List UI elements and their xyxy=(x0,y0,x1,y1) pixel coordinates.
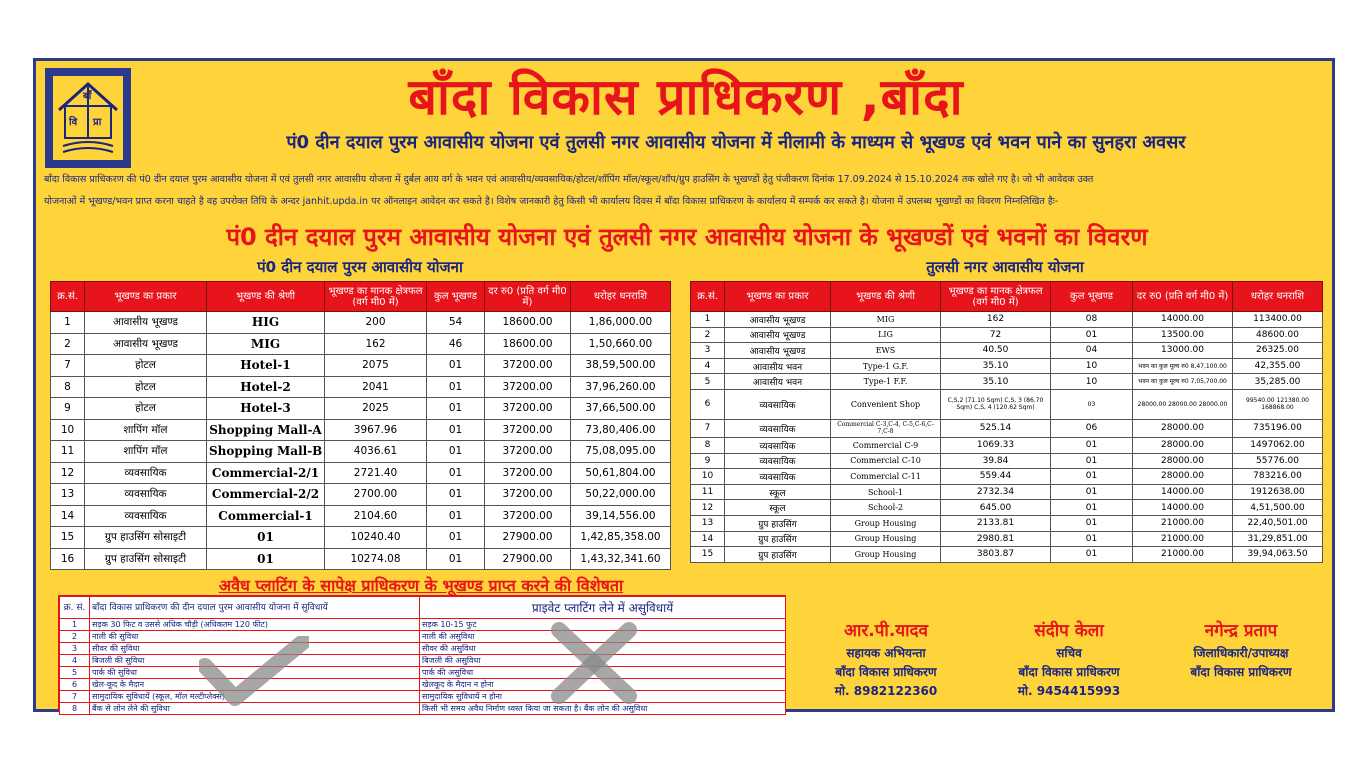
right-cell: 14 xyxy=(691,531,725,547)
signatory-3-designation: जिलाधिकारी/उपाध्यक्ष xyxy=(1193,646,1289,660)
left-cell: 37200.00 xyxy=(485,376,571,398)
comparison-row xyxy=(60,667,786,679)
table-row xyxy=(691,343,1323,359)
right-cell: 01 xyxy=(1051,547,1133,563)
left-cell: 18600.00 xyxy=(485,312,571,334)
right-cell: आवासीय भूखण्ड xyxy=(725,327,831,343)
left-cell: 01 xyxy=(427,355,485,377)
left-cell: Hotel-3 xyxy=(207,398,325,420)
right-cell: 14000.00 xyxy=(1133,500,1233,516)
right-cell: 13500.00 xyxy=(1133,327,1233,343)
left-cell: 9 xyxy=(51,398,85,420)
table-row xyxy=(51,484,671,506)
table-row xyxy=(51,548,671,570)
right-cell: व्यवसायिक xyxy=(725,389,831,419)
left-cell: 01 xyxy=(427,441,485,463)
signatory-1-phone: मो. 8982122360 xyxy=(834,684,938,698)
right-cell: 03 xyxy=(1051,389,1133,419)
right-scheme-table xyxy=(690,281,1323,563)
right-cell: 4 xyxy=(691,358,725,374)
comparison-cell: सामुदायिक सुविधायें न होना xyxy=(420,691,786,703)
comparison-cell: नाली की सुविधा xyxy=(90,631,420,643)
logo-letter-2: वि xyxy=(69,117,78,128)
left-cell: 27900.00 xyxy=(485,527,571,549)
comparison-cell: 7 xyxy=(60,691,90,703)
right-cell: MIG xyxy=(831,312,941,328)
right-cell: 01 xyxy=(1051,531,1133,547)
right-header-6: धरोहर धनराशि xyxy=(1233,282,1323,312)
left-cell: 37,66,500.00 xyxy=(571,398,671,420)
left-cell: 2700.00 xyxy=(325,484,427,506)
right-cell: 01 xyxy=(1051,500,1133,516)
logo-letter-1: बाँ xyxy=(83,91,92,102)
right-header-2: भूखण्ड की श्रेणी xyxy=(831,282,941,312)
comparison-cell: बिजली की सुविधा xyxy=(90,655,420,667)
signatory-3-office: बाँदा विकास प्राधिकरण xyxy=(1190,665,1292,679)
left-header-3: भूखण्ड का मानक क्षेत्रफल (वर्ग मी0 में) xyxy=(325,282,427,312)
right-cell: Type-1 G.F. xyxy=(831,358,941,374)
right-cell: 13 xyxy=(691,515,725,531)
table-row xyxy=(691,515,1323,531)
right-cell: Group Housing xyxy=(831,531,941,547)
right-cell: School-2 xyxy=(831,500,941,516)
table-row xyxy=(691,374,1323,390)
right-header-0: क्र.सं. xyxy=(691,282,725,312)
left-cell: व्यवसायिक xyxy=(85,484,207,506)
right-cell: 113400.00 xyxy=(1233,312,1323,328)
comparison-row xyxy=(60,703,786,715)
right-cell: 525.14 xyxy=(941,419,1051,437)
right-cell: 559.44 xyxy=(941,469,1051,485)
left-cell: 01 xyxy=(427,419,485,441)
left-cell: 01 xyxy=(427,398,485,420)
table-row xyxy=(691,453,1323,469)
table-row xyxy=(51,376,671,398)
left-cell: 8 xyxy=(51,376,85,398)
right-cell: 3803.87 xyxy=(941,547,1051,563)
left-cell: 27900.00 xyxy=(485,548,571,570)
right-cell: 40.50 xyxy=(941,343,1051,359)
left-cell: 73,80,406.00 xyxy=(571,419,671,441)
right-header-5: दर रु0 (प्रति वर्ग मी0 में) xyxy=(1133,282,1233,312)
comparison-col-cons: प्राइवेट प्लाटिंग लेने में असुविधायें xyxy=(420,597,786,619)
left-cell: 1,43,32,341.60 xyxy=(571,548,671,570)
right-cell: 22,40,501.00 xyxy=(1233,515,1323,531)
left-scheme-table xyxy=(50,281,671,570)
left-cell: शापिंग मॉल xyxy=(85,419,207,441)
left-cell: 10240.40 xyxy=(325,527,427,549)
left-cell: 10 xyxy=(51,419,85,441)
comparison-cell: बैंक से लोन लेने की सुविधा xyxy=(90,703,420,715)
left-cell: होटल xyxy=(85,355,207,377)
right-cell: 10 xyxy=(691,469,725,485)
cross-mark-icon xyxy=(549,620,639,706)
right-cell: 783216.00 xyxy=(1233,469,1323,485)
page-subtitle: पं0 दीन दयाल पुरम आवासीय योजना एवं तुलसी नगर आवासीय योजना में नीलामी के माध्यम से भूखण्ड एवं भवन पाने का सुनहरा अवसर xyxy=(286,132,1186,153)
left-cell: 54 xyxy=(427,312,485,334)
comparison-cell: 4 xyxy=(60,655,90,667)
notice-board xyxy=(33,58,1335,712)
right-cell: 04 xyxy=(1051,343,1133,359)
right-cell: व्यवसायिक xyxy=(725,419,831,437)
right-cell: 08 xyxy=(1051,312,1133,328)
comparison-box xyxy=(58,595,786,711)
table-row xyxy=(691,531,1323,547)
right-cell: 5 xyxy=(691,374,725,390)
right-cell: 28000.00 xyxy=(1133,419,1233,437)
right-cell: स्कूल xyxy=(725,484,831,500)
right-cell: 28000.00 xyxy=(1133,453,1233,469)
right-cell: 39,94,063.50 xyxy=(1233,547,1323,563)
left-cell: Commercial-2/2 xyxy=(207,484,325,506)
right-cell: 01 xyxy=(1051,327,1133,343)
right-cell: 26325.00 xyxy=(1233,343,1323,359)
left-cell: 15 xyxy=(51,527,85,549)
right-cell: भवन का कुल मूल्य रु0 7,05,700.00 xyxy=(1133,374,1233,390)
left-cell: 46 xyxy=(427,333,485,355)
left-cell: 01 xyxy=(427,527,485,549)
table-row xyxy=(691,389,1323,419)
table-row xyxy=(51,462,671,484)
signatory-1-office: बाँदा विकास प्राधिकरण xyxy=(835,665,937,679)
table-row xyxy=(691,484,1323,500)
comparison-cell: 3 xyxy=(60,643,90,655)
comparison-cell: खेल-कूद के मैदान xyxy=(90,679,420,691)
left-cell: 2075 xyxy=(325,355,427,377)
table-row xyxy=(691,419,1323,437)
table-row xyxy=(51,398,671,420)
left-cell: 37200.00 xyxy=(485,355,571,377)
right-cell: 14000.00 xyxy=(1133,484,1233,500)
comparison-row xyxy=(60,691,786,703)
right-cell: आवासीय भवन xyxy=(725,358,831,374)
right-cell: आवासीय भूखण्ड xyxy=(725,312,831,328)
signatory-1 xyxy=(801,618,971,701)
right-cell: Convenient Shop xyxy=(831,389,941,419)
comparison-cell: 8 xyxy=(60,703,90,715)
left-cell: 37,96,260.00 xyxy=(571,376,671,398)
right-cell: 8 xyxy=(691,437,725,453)
comparison-heading: अवैध प्लाटिंग के सापेक्ष प्राधिकरण के भूखण्ड प्राप्त करने की विशेषता xyxy=(218,576,624,595)
comparison-cell: 6 xyxy=(60,679,90,691)
left-cell: 14 xyxy=(51,505,85,527)
left-cell: 1,50,660.00 xyxy=(571,333,671,355)
table-row xyxy=(691,469,1323,485)
left-header-0: क्र.सं. xyxy=(51,282,85,312)
right-cell: 735196.00 xyxy=(1233,419,1323,437)
comparison-cell: 2 xyxy=(60,631,90,643)
table-row xyxy=(691,358,1323,374)
left-cell: 01 xyxy=(427,376,485,398)
right-cell: स्कूल xyxy=(725,500,831,516)
right-cell: Commercial C-3,C-4, C-5,C-6,C-7,C-8 xyxy=(831,419,941,437)
left-cell: ग्रुप हाउसिंग सोसाइटी xyxy=(85,527,207,549)
table-row xyxy=(51,312,671,334)
right-cell: 9 xyxy=(691,453,725,469)
right-cell: 48600.00 xyxy=(1233,327,1323,343)
left-header-5: दर रु0 (प्रति वर्ग मी0 में) xyxy=(485,282,571,312)
right-cell: Commercial C-9 xyxy=(831,437,941,453)
right-cell: 11 xyxy=(691,484,725,500)
right-cell: 7 xyxy=(691,419,725,437)
left-cell: 2025 xyxy=(325,398,427,420)
tick-mark-icon xyxy=(199,636,309,706)
signatory-2-designation: सचिव xyxy=(1056,646,1082,660)
left-cell: 2721.40 xyxy=(325,462,427,484)
left-cell: 37200.00 xyxy=(485,419,571,441)
comparison-cell: पार्क की असुविधा xyxy=(420,667,786,679)
comparison-cell: पार्क की सुविधा xyxy=(90,667,420,679)
comparison-cell: नाली की असुविधा xyxy=(420,631,786,643)
right-cell: 39.84 xyxy=(941,453,1051,469)
right-cell: 21000.00 xyxy=(1133,547,1233,563)
right-cell: C,S,2 (71.10 Sqm) C,S, 3 (86.70 Sqm) C,S, 4 (120.62 Sqm) xyxy=(941,389,1051,419)
right-cell: 1912638.00 xyxy=(1233,484,1323,500)
left-cell: आवासीय भूखण्ड xyxy=(85,312,207,334)
left-cell: 2041 xyxy=(325,376,427,398)
left-cell: 01 xyxy=(207,527,325,549)
signatory-3-name: नगेन्द्र प्रताप xyxy=(1204,621,1278,641)
comparison-row xyxy=(60,655,786,667)
right-cell: 35.10 xyxy=(941,374,1051,390)
comparison-cell: 1 xyxy=(60,619,90,631)
table-row xyxy=(691,327,1323,343)
right-cell: 2980.81 xyxy=(941,531,1051,547)
right-cell: Commercial C-10 xyxy=(831,453,941,469)
right-cell: Type-1 F.F. xyxy=(831,374,941,390)
intro-line-2: योजनाओं में भूखण्ड/भवन प्राप्त करना चाहते है वह उपरोक्त तिथि के अन्दर janhit.upda.in पर ऑनलाइन आवेदन कर सकते है। विशेष जानकारी हेतु किसी भी कार्यालय दिवस में बाँदा विकास प्राधिकरण के कार्यालय में सम्पर्क कर सकते है। योजना में उपलब्ध भूखण्डों का विवरण निम्नलिखित हैः- xyxy=(44,196,1059,207)
left-cell: आवासीय भूखण्ड xyxy=(85,333,207,355)
table-row xyxy=(691,547,1323,563)
comparison-row xyxy=(60,643,786,655)
right-header-3: भूखण्ड का मानक क्षेत्रफल (वर्ग मी0 में) xyxy=(941,282,1051,312)
left-cell: HIG xyxy=(207,312,325,334)
right-cell: 28000.00 28000.00 28000.00 xyxy=(1133,389,1233,419)
right-cell: EWS xyxy=(831,343,941,359)
right-cell: व्यवसायिक xyxy=(725,469,831,485)
details-heading: पं0 दीन दयाल पुरम आवासीय योजना एवं तुलसी नगर आवासीय योजना के भूखण्डों एवं भवनों का विवरण xyxy=(226,223,1148,251)
right-cell: ग्रुप हाउसिंग xyxy=(725,547,831,563)
table-row xyxy=(691,437,1323,453)
intro-line-1: बाँदा विकास प्राधिकरण की पं0 दीन दयाल पुरम आवासीय योजना में एवं तुलसी नगर आवासीय योजना में दुर्बल आय वर्ग के भवन एवं आवासीय/व्यवसायिक/होटल/शॉपिंग मॉल/स्कूल/शॉप/ग्रुप हाउसिंग के भूखण्डों हेतु पंजीकरण दिनांक 17.09.2024 से 15.10.2024 तक खोले गए है। जो भी आवेदक उक्त xyxy=(44,174,1094,185)
signatory-2 xyxy=(984,618,1154,701)
right-cell: 15 xyxy=(691,547,725,563)
comparison-row xyxy=(60,631,786,643)
right-cell: 72 xyxy=(941,327,1051,343)
left-cell: 1 xyxy=(51,312,85,334)
comparison-col-pros: बाँदा विकास प्राधिकरण की दीन दयाल पुरम आवासीय योजना में सुविधायें xyxy=(90,597,420,619)
right-scheme-title: तुलसी नगर आवासीय योजना xyxy=(926,258,1084,276)
right-cell: व्यवसायिक xyxy=(725,453,831,469)
right-cell: Commercial C-11 xyxy=(831,469,941,485)
table-row xyxy=(691,312,1323,328)
table-row xyxy=(51,505,671,527)
right-cell: व्यवसायिक xyxy=(725,437,831,453)
right-cell: 13000.00 xyxy=(1133,343,1233,359)
right-cell: आवासीय भूखण्ड xyxy=(725,343,831,359)
left-cell: 13 xyxy=(51,484,85,506)
right-cell: 01 xyxy=(1051,469,1133,485)
left-cell: 37200.00 xyxy=(485,462,571,484)
left-cell: 2 xyxy=(51,333,85,355)
comparison-row xyxy=(60,679,786,691)
left-cell: 162 xyxy=(325,333,427,355)
signatory-1-designation: सहायक अभियन्ता xyxy=(846,646,926,660)
left-cell: Commercial-1 xyxy=(207,505,325,527)
right-cell: ग्रुप हाउसिंग xyxy=(725,531,831,547)
left-cell: शापिंग मॉल xyxy=(85,441,207,463)
left-cell: व्यवसायिक xyxy=(85,505,207,527)
left-cell: 18600.00 xyxy=(485,333,571,355)
left-cell: ग्रुप हाउसिंग सोसाइटी xyxy=(85,548,207,570)
left-cell: 7 xyxy=(51,355,85,377)
left-header-2: भूखण्ड की श्रेणी xyxy=(207,282,325,312)
right-header-1: भूखण्ड का प्रकार xyxy=(725,282,831,312)
right-cell: 4,51,500.00 xyxy=(1233,500,1323,516)
right-cell: School-1 xyxy=(831,484,941,500)
left-cell: 01 xyxy=(427,505,485,527)
right-cell: Group Housing xyxy=(831,515,941,531)
table-row xyxy=(51,355,671,377)
right-cell: 1497062.00 xyxy=(1233,437,1323,453)
comparison-row xyxy=(60,619,786,631)
left-cell: 37200.00 xyxy=(485,484,571,506)
left-cell: 01 xyxy=(427,484,485,506)
left-cell: 1,42,85,358.00 xyxy=(571,527,671,549)
logo-letter-3: प्रा xyxy=(93,117,102,128)
left-cell: 01 xyxy=(427,548,485,570)
left-header-4: कुल भूखण्ड xyxy=(427,282,485,312)
right-cell: 3 xyxy=(691,343,725,359)
signatory-2-phone: मो. 9454415993 xyxy=(1017,684,1121,698)
right-cell: ग्रुप हाउसिंग xyxy=(725,515,831,531)
comparison-cell: बिजली की असुविधा xyxy=(420,655,786,667)
signatory-2-office: बाँदा विकास प्राधिकरण xyxy=(1018,665,1120,679)
right-cell: 42,355.00 xyxy=(1233,358,1323,374)
left-cell: 3967.96 xyxy=(325,419,427,441)
right-header-4: कुल भूखण्ड xyxy=(1051,282,1133,312)
left-cell: 01 xyxy=(427,462,485,484)
left-cell: 11 xyxy=(51,441,85,463)
right-cell: 55776.00 xyxy=(1233,453,1323,469)
right-cell: 21000.00 xyxy=(1133,531,1233,547)
right-cell: 01 xyxy=(1051,515,1133,531)
left-cell: Shopping Mall-A xyxy=(207,419,325,441)
left-cell: 200 xyxy=(325,312,427,334)
right-cell: 31,29,851.00 xyxy=(1233,531,1323,547)
comparison-cell: 5 xyxy=(60,667,90,679)
right-cell: 1069.33 xyxy=(941,437,1051,453)
left-header-6: धरोहर धनराशि xyxy=(571,282,671,312)
right-cell: 12 xyxy=(691,500,725,516)
left-cell: Commercial-2/1 xyxy=(207,462,325,484)
right-cell: 1 xyxy=(691,312,725,328)
right-cell: 10 xyxy=(1051,374,1133,390)
right-cell: 6 xyxy=(691,389,725,419)
left-cell: 01 xyxy=(207,548,325,570)
left-cell: 50,61,804.00 xyxy=(571,462,671,484)
comparison-cell: सीवर की सुविधा xyxy=(90,643,420,655)
left-cell: 4036.61 xyxy=(325,441,427,463)
right-cell: 10 xyxy=(1051,358,1133,374)
left-cell: होटल xyxy=(85,398,207,420)
table-row xyxy=(51,441,671,463)
left-cell: 10274.08 xyxy=(325,548,427,570)
comparison-cell: किसी भी समय अवैध निर्माण ध्वस्त किया जा सकता है। बैंक लोन की असुविधा xyxy=(420,703,786,715)
left-cell: MIG xyxy=(207,333,325,355)
left-cell: 16 xyxy=(51,548,85,570)
right-cell: आवासीय भवन xyxy=(725,374,831,390)
left-cell: 37200.00 xyxy=(485,398,571,420)
comparison-cell: सड़क 10-15 फुट xyxy=(420,619,786,631)
comparison-cell: सामुदायिक सुविधायें (स्कूल, मॉल मल्टीप्लेक्स) xyxy=(90,691,420,703)
right-cell: 35.10 xyxy=(941,358,1051,374)
left-cell: 1,86,000.00 xyxy=(571,312,671,334)
left-cell: 39,14,556.00 xyxy=(571,505,671,527)
authority-logo xyxy=(45,68,131,168)
right-cell: 01 xyxy=(1051,484,1133,500)
comparison-cell: सड़क 30 फिट व उससे अधिक चौड़ी (अधिकतम 120 फीट) xyxy=(90,619,420,631)
left-cell: Shopping Mall-B xyxy=(207,441,325,463)
right-cell: 06 xyxy=(1051,419,1133,437)
comparison-cell: सीवर की असुविधा xyxy=(420,643,786,655)
table-row xyxy=(691,500,1323,516)
right-cell: 28000.00 xyxy=(1133,469,1233,485)
table-row xyxy=(51,527,671,549)
left-cell: 2104.60 xyxy=(325,505,427,527)
signatory-3 xyxy=(1156,618,1326,682)
right-cell: 645.00 xyxy=(941,500,1051,516)
table-row xyxy=(51,419,671,441)
page-title: बाँदा विकास प्राधिकरण ,बाँदा xyxy=(408,68,964,126)
signatory-2-name: संदीप केला xyxy=(1034,621,1104,641)
comparison-table xyxy=(59,596,786,715)
left-cell: 37200.00 xyxy=(485,505,571,527)
left-cell: Hotel-1 xyxy=(207,355,325,377)
left-cell: 37200.00 xyxy=(485,441,571,463)
right-cell: 2 xyxy=(691,327,725,343)
right-cell: 01 xyxy=(1051,453,1133,469)
right-cell: LIG xyxy=(831,327,941,343)
left-cell: 38,59,500.00 xyxy=(571,355,671,377)
left-cell: Hotel-2 xyxy=(207,376,325,398)
right-cell: 21000.00 xyxy=(1133,515,1233,531)
right-cell: 14000.00 xyxy=(1133,312,1233,328)
right-cell: भवन का कुल मूल्य रु0 8,47,100.00 xyxy=(1133,358,1233,374)
right-cell: 162 xyxy=(941,312,1051,328)
right-cell: 01 xyxy=(1051,437,1133,453)
right-cell: 28000.00 xyxy=(1133,437,1233,453)
left-header-1: भूखण्ड का प्रकार xyxy=(85,282,207,312)
comparison-cell: खेलकूद के मैदान न होना xyxy=(420,679,786,691)
left-cell: 12 xyxy=(51,462,85,484)
left-cell: होटल xyxy=(85,376,207,398)
left-cell: 75,08,095.00 xyxy=(571,441,671,463)
right-cell: 35,285.00 xyxy=(1233,374,1323,390)
left-cell: 50,22,000.00 xyxy=(571,484,671,506)
table-row xyxy=(51,333,671,355)
right-cell: 99540.00 121380.00 168868.00 xyxy=(1233,389,1323,419)
right-cell: 2732.34 xyxy=(941,484,1051,500)
left-cell: व्यवसायिक xyxy=(85,462,207,484)
comparison-col-number: क्र. सं. xyxy=(60,597,90,619)
signatory-1-name: आर.पी.यादव xyxy=(843,621,929,641)
right-cell: Group Housing xyxy=(831,547,941,563)
right-cell: 2133.81 xyxy=(941,515,1051,531)
left-scheme-title: पं0 दीन दयाल पुरम आवासीय योजना xyxy=(257,258,463,276)
